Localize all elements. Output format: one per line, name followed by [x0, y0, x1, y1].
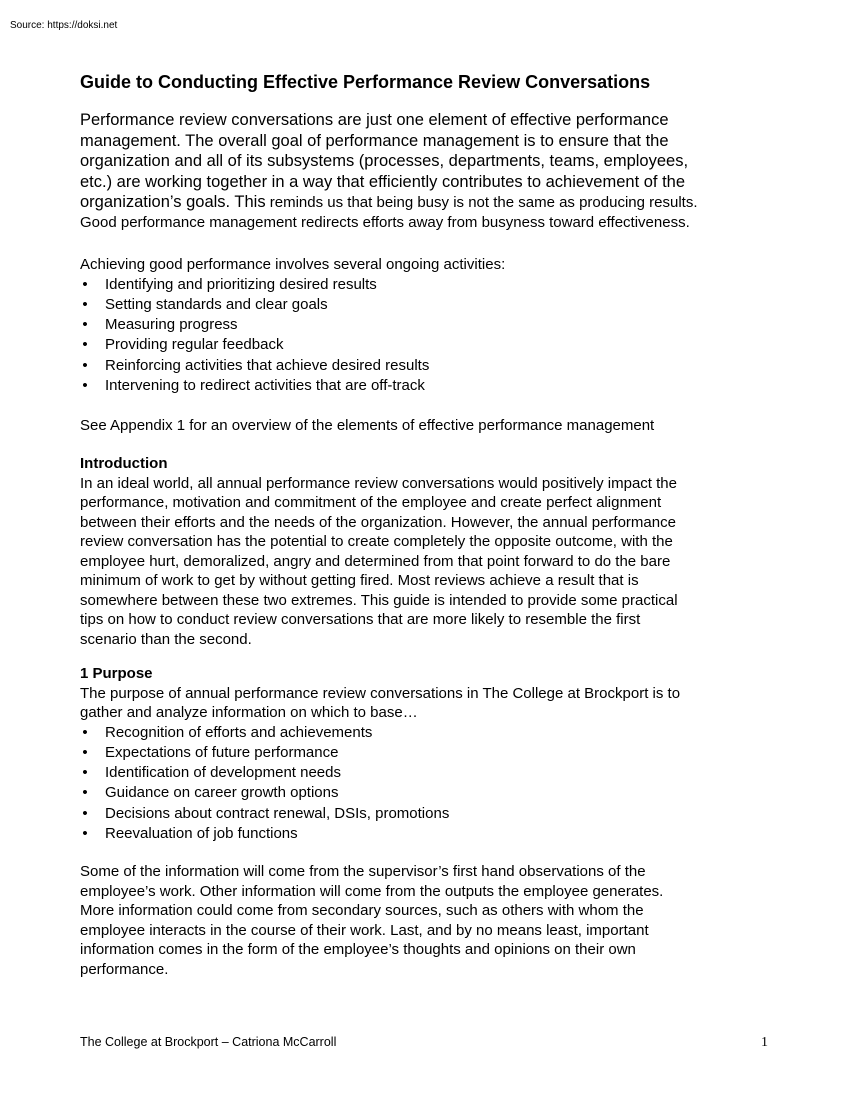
- bullet: •: [82, 804, 88, 822]
- intro-line: organization and all of its subsystems (processes, departments, teams, employees,: [80, 152, 689, 170]
- list-item: [80, 824, 780, 844]
- list-item: [80, 783, 780, 803]
- bullet: •: [82, 316, 88, 334]
- bullet: •: [82, 336, 88, 354]
- list-item-text: Identifying and prioritizing desired results: [105, 275, 377, 293]
- list-item: [80, 275, 780, 295]
- introduction-section: [80, 454, 780, 649]
- list-item-text: Intervening to redirect activities that are off-track: [105, 376, 425, 394]
- activities-list: [80, 275, 780, 397]
- list-item: [80, 376, 780, 396]
- paragraph-line: review conversation has the potential to create completely the opposite outcome, with the: [80, 533, 673, 550]
- paragraph-line: employee hurt, demoralized, angry and determined from that point forward to do the bare: [80, 552, 671, 570]
- paragraph-line: The purpose of annual performance review conversations in The College at Brockport is to: [80, 684, 681, 702]
- list-item: [80, 723, 780, 743]
- purpose-section: [80, 664, 780, 844]
- activities-section: [80, 255, 780, 396]
- list-item: [80, 335, 780, 355]
- intro-line: Good performance management redirects efforts away from busyness toward effectiveness.: [80, 213, 690, 231]
- bullet: •: [82, 824, 88, 842]
- paragraph-line: performance, motivation and commitment of the employee and create perfect alignment: [80, 494, 662, 511]
- source-label: Source: https://doksi.net: [10, 20, 118, 31]
- paragraph-line: information comes in the form of the employee’s thoughts and opinions on their own: [80, 941, 636, 958]
- paragraph-line: tips on how to conduct review conversations that are more likely to resemble the first: [80, 611, 641, 628]
- intro-line-mixed: [80, 192, 780, 213]
- list-item-text: Recognition of efforts and achievements: [105, 723, 373, 741]
- purpose-heading: 1 Purpose: [80, 665, 153, 682]
- bullet: •: [82, 743, 88, 761]
- introduction-heading: Introduction: [80, 455, 168, 472]
- bullet: •: [82, 356, 88, 374]
- bullet: •: [82, 275, 88, 293]
- paragraph-line: More information could come from secondary sources, such as others with whom the: [80, 902, 644, 919]
- list-item-text: Identification of development needs: [105, 764, 341, 782]
- paragraph-line: somewhere between these two extremes. This guide is intended to provide some practical: [80, 591, 678, 609]
- footer-author: The College at Brockport – Catriona McCarroll: [80, 1035, 337, 1049]
- bullet: •: [82, 764, 88, 782]
- document-title: Guide to Conducting Effective Performance Review Conversations: [80, 72, 651, 92]
- purpose-list: [80, 723, 780, 845]
- bullet: •: [82, 784, 88, 802]
- paragraph-line: minimum of work to get by without getting fired. Most reviews achieve a result that is: [80, 572, 639, 589]
- list-item: [80, 804, 780, 824]
- information-paragraph: [80, 862, 780, 979]
- list-item: [80, 743, 780, 763]
- list-item: [80, 315, 780, 335]
- list-item-text: Providing regular feedback: [105, 336, 284, 354]
- intro-line: Performance review conversations are just one element of effective performance: [80, 111, 669, 129]
- intro-line: management. The overall goal of performance management is to ensure that the: [80, 131, 669, 150]
- list-item-text: Decisions about contract renewal, DSIs, promotions: [105, 804, 450, 822]
- page-number: 1: [761, 1035, 768, 1050]
- intro-line: etc.) are working together in a way that efficiently contributes to achievement of the: [80, 172, 686, 191]
- appendix-note: See Appendix 1 for an overview of the elements of effective performance management: [80, 417, 655, 434]
- bullet: •: [82, 295, 88, 313]
- list-item-text: Setting standards and clear goals: [105, 295, 328, 313]
- list-item-text: Expectations of future performance: [105, 743, 339, 761]
- paragraph-line: Some of the information will come from the supervisor’s first hand observations of the: [80, 863, 646, 880]
- bullet: •: [82, 376, 88, 394]
- paragraph-line: In an ideal world, all annual performance review conversations would positively impact the: [80, 474, 677, 492]
- list-item-text: Reinforcing activities that achieve desired results: [105, 356, 430, 374]
- paragraph-line: scenario than the second.: [80, 630, 252, 648]
- list-item: [80, 763, 780, 783]
- intro-mixed-large-text: organization’s goals. This: [80, 193, 266, 211]
- list-item: [80, 295, 780, 315]
- list-item-text: Measuring progress: [105, 316, 238, 334]
- paragraph-line: employee’s work. Other information will come from the outputs the employee generates.: [80, 882, 664, 900]
- paragraph-line: between their efforts and the needs of the organization. However, the annual performance: [80, 513, 676, 531]
- list-item-text: Guidance on career growth options: [105, 784, 339, 802]
- paragraph-line: performance.: [80, 960, 169, 978]
- activities-lead: Achieving good performance involves several ongoing activities:: [80, 256, 506, 273]
- paragraph-line: employee interacts in the course of their work. Last, and by no means least, important: [80, 921, 649, 939]
- bullet: •: [82, 723, 88, 741]
- list-item: [80, 356, 780, 376]
- intro-paragraph: [80, 110, 780, 232]
- intro-mixed-small-text: reminds us that being busy is not the same as producing results.: [265, 194, 698, 211]
- list-item-text: Reevaluation of job functions: [105, 824, 298, 842]
- paragraph-line: gather and analyze information on which to base…: [80, 704, 418, 721]
